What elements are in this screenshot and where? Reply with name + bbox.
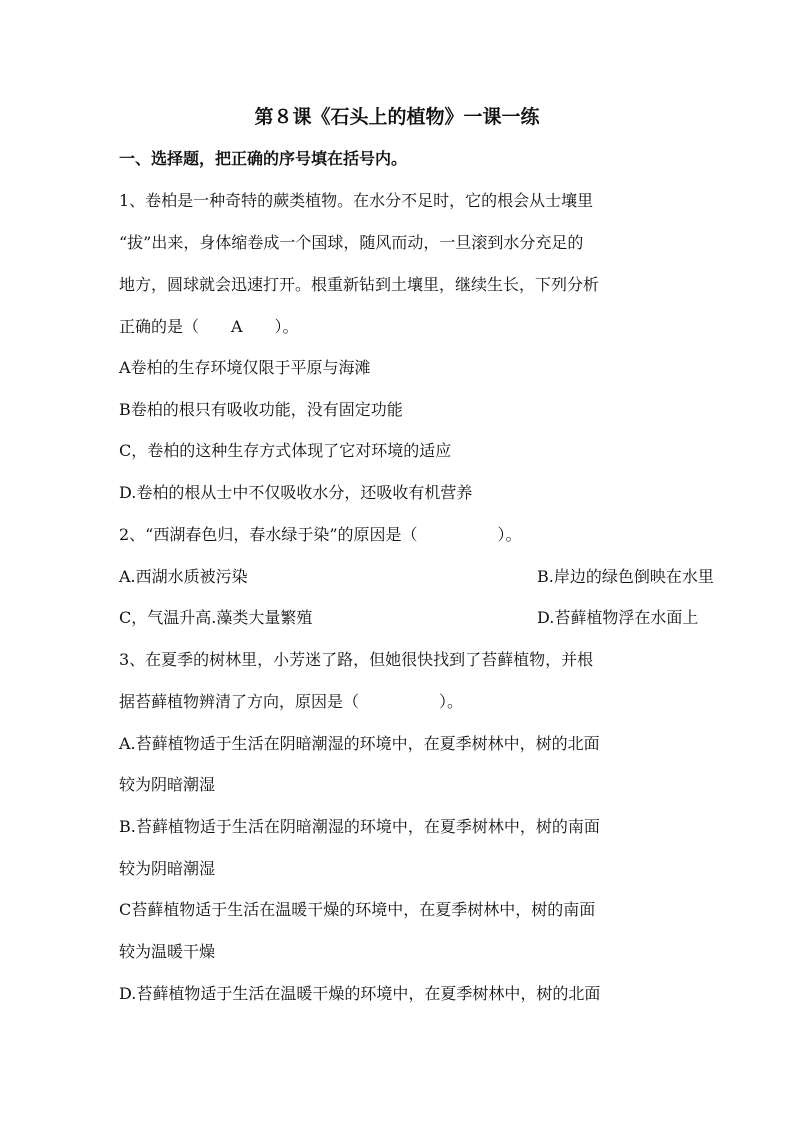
question-3-stem-line-1: 3、在夏季的树林里，小芳迷了路，但她很快找到了苔藓植物，并根 [119, 650, 594, 669]
question-2-options-row-1 [119, 565, 714, 589]
question-1-option-a: A卷柏的生存环境仅限于平原与海滩 [119, 358, 371, 377]
question-2-option-d: D.苔藓植物浮在水面上 [537, 608, 699, 627]
question-2-option-a: A.西湖水质被污染 [119, 567, 248, 586]
page-title: 第８课《石头上的植物》一课一练 [254, 106, 540, 128]
question-3-option-b-line-2: 较为阴暗潮湿 [119, 859, 216, 878]
question-1-stem-line-1: 1、卷柏是一种奇特的蕨类植物。在水分不足时，它的根会从士壤里 [119, 191, 594, 210]
question-1-stem-line-3: 地方，圆球就会迅速打开。根重新钻到土壤里，继续生长，下列分析 [119, 275, 600, 294]
question-3-option-d-line-1: D.苔藓植物适于生活在温暖干燥的环境中，在夏季树林中，树的北面 [119, 984, 601, 1003]
question-2-options-row-2 [119, 606, 699, 630]
section-heading: 一、选择题，把正确的序号填在括号内。 [119, 149, 408, 168]
question-2-stem-line-1: 2、“西湖春色归，春水绿于染”的原因是（ ）。 [119, 525, 522, 544]
question-1-stem-line-4: 正确的是（ A ）。 [119, 317, 299, 336]
question-2-option-c: C，气温升高.藻类大量繁殖 [119, 608, 313, 627]
question-1-stem-line-2: “拔”出来，身体缩卷成一个国球，随风而动，一旦滚到水分充足的 [119, 233, 584, 252]
question-3-option-c-line-2: 较为温暖干燥 [119, 942, 216, 961]
question-1-option-b: B卷柏的根只有吸收功能，没有固定功能 [119, 400, 403, 419]
question-1-option-d: D.卷柏的根从士中不仅吸收水分，还吸收有机营养 [119, 483, 473, 502]
question-3-option-b-line-1: B.苔藓植物适于生活在阴暗潮湿的环境中，在夏季树林中，树的南面 [119, 817, 600, 836]
question-3-option-a-line-2: 较为阴暗潮湿 [119, 775, 216, 794]
question-3-option-a-line-1: A.苔藓植物适于生活在阴暗潮湿的环境中，在夏季树林中，树的北面 [119, 734, 600, 753]
question-3-stem-line-2: 据苔藓植物辨清了方向，原因是（ ）。 [119, 692, 464, 711]
question-3-option-c-line-1: C苔藓植物适于生活在温暖干燥的环境中，在夏季树林中，树的南面 [119, 900, 596, 919]
question-1-option-c: C，卷柏的这种生存方式体现了它对环境的适应 [119, 441, 452, 460]
question-2-option-b: B.岸边的绿色倒映在水里 [537, 567, 714, 586]
